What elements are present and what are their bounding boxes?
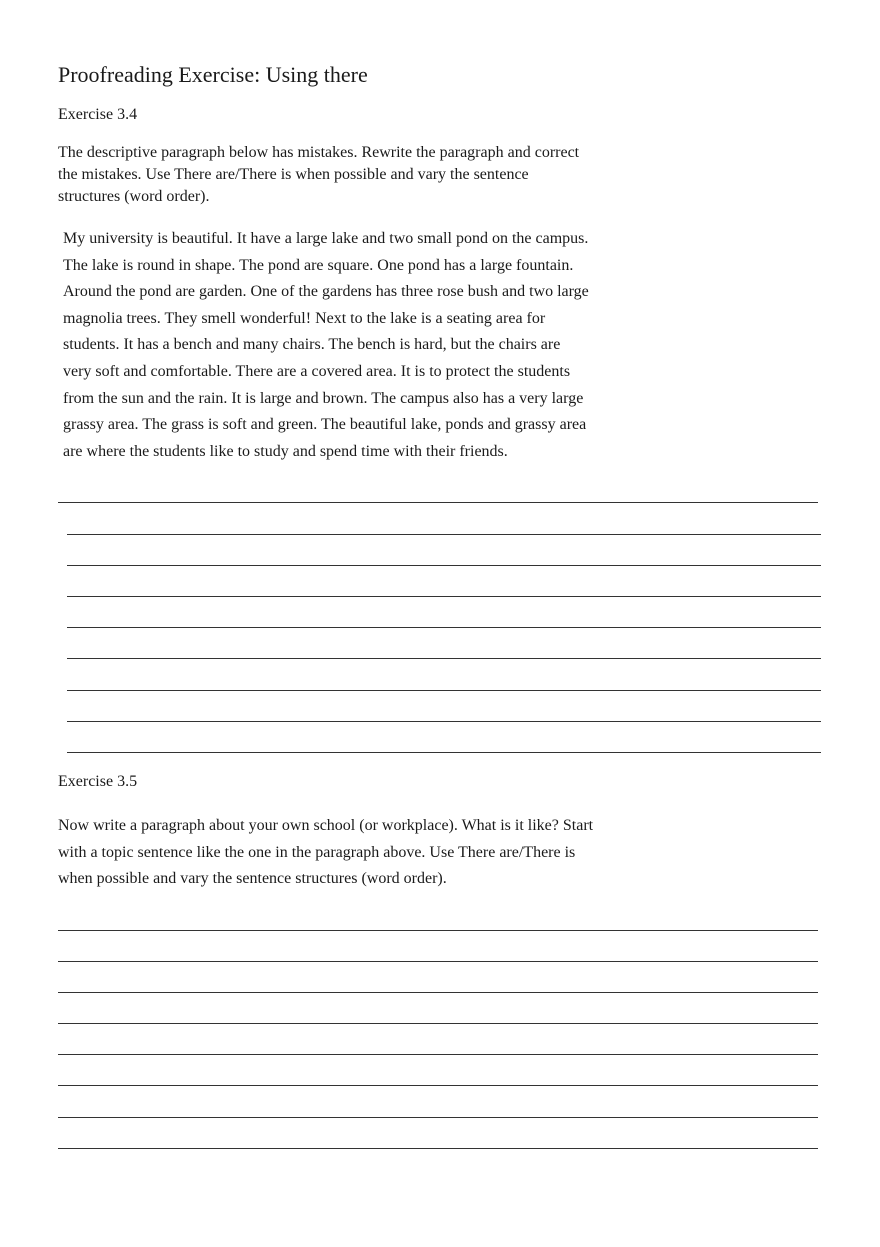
answer-line[interactable]: [58, 1054, 818, 1055]
instruction-line: Now write a paragraph about your own school (or workplace). What is it like? Start: [58, 817, 594, 834]
answer-line[interactable]: [58, 930, 818, 931]
answer-line[interactable]: [67, 627, 821, 628]
answer-line[interactable]: [67, 596, 821, 597]
answer-line[interactable]: [58, 961, 818, 962]
answer-line[interactable]: [67, 565, 821, 566]
passage-line: Around the pond are garden. One of the gardens has three rose bush and two large: [63, 283, 589, 301]
passage-line: students. It has a bench and many chairs. The bench is hard, but the chairs are: [63, 336, 561, 354]
answer-line[interactable]: [67, 658, 821, 659]
instruction-line: structures (word order).: [58, 188, 210, 205]
passage-line: My university is beautiful. It have a large lake and two small pond on the campus.: [63, 230, 589, 247]
answer-line[interactable]: [58, 1148, 818, 1149]
passage-line: The lake is round in shape. The pond are square. One pond has a large fountain.: [63, 256, 574, 274]
instruction-line: with a topic sentence like the one in the paragraph above. Use There are/There is: [58, 843, 576, 861]
instruction-line: when possible and vary the sentence structures (word order).: [58, 870, 447, 887]
answer-line[interactable]: [67, 690, 821, 691]
passage-line: magnolia trees. They smell wonderful! Next to the lake is a seating area for: [63, 309, 546, 327]
instruction-line: The descriptive paragraph below has mistakes. Rewrite the paragraph and correct: [58, 144, 580, 161]
instruction-line: the mistakes. Use There are/There is when possible and vary the sentence: [58, 166, 529, 183]
proofreading-passage: [63, 226, 683, 465]
answer-line[interactable]: [58, 992, 818, 993]
answer-line[interactable]: [58, 502, 818, 503]
passage-line: are where the students like to study and spend time with their friends.: [63, 442, 508, 460]
exercise-3-5-instructions: [58, 813, 678, 893]
answer-line[interactable]: [67, 752, 821, 753]
passage-line: from the sun and the rain. It is large and brown. The campus also has a very large: [63, 389, 584, 407]
exercise-3-4-label: Exercise 3.4: [58, 106, 138, 123]
answer-line[interactable]: [67, 534, 821, 535]
exercise-3-5-label: Exercise 3.5: [58, 773, 138, 790]
passage-line: grassy area. The grass is soft and green. The beautiful lake, ponds and grassy area: [63, 416, 587, 434]
answer-line[interactable]: [58, 1085, 818, 1086]
passage-line: very soft and comfortable. There are a covered area. It is to protect the students: [63, 362, 571, 380]
page-title: Proofreading Exercise: Using there: [58, 62, 368, 87]
exercise-3-4-instructions: [58, 142, 678, 208]
answer-line[interactable]: [58, 1117, 818, 1118]
answer-line[interactable]: [58, 1023, 818, 1024]
answer-line[interactable]: [67, 721, 821, 722]
